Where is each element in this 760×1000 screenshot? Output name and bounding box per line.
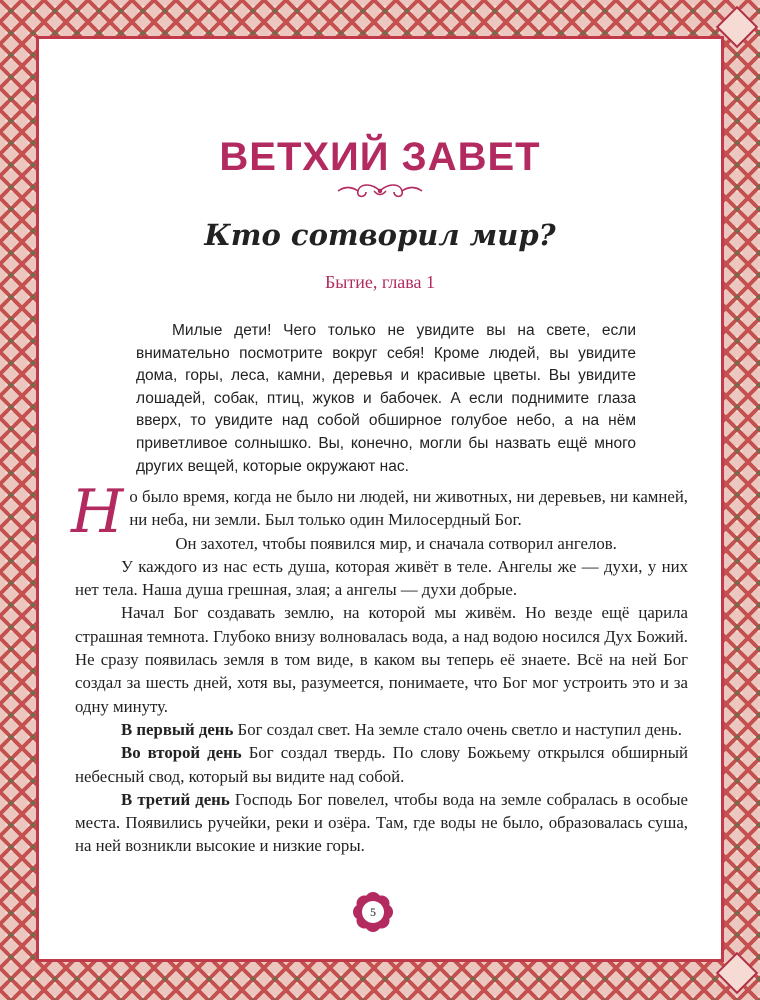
paragraph-day-3 [75, 788, 688, 858]
page-subtitle: Кто сотворил мир? [204, 218, 556, 252]
paragraph-3: У каждого из нас есть душа, которая живёт в теле. Ангелы же — духи, у них нет тела. Наша душа грешная, злая; а ангелы — духи добрые. [75, 556, 688, 600]
intro-block [136, 320, 636, 478]
paragraph-2: Он захотел, чтобы появился мир, и сначала сотворил ангелов. [175, 533, 617, 553]
day-2-text: Бог создал твердь. По слову Божьему открылся обширный небесный свод, который вы видите над собой. [75, 743, 689, 786]
intro-paragraph: Милые дети! Чего только не увидите вы на свете, если внимательно посмотрите вокруг себя! Кроме людей, вы увидите дома, горы, леса, камни, деревья и красивые цветы. Вы увидите лошадей, собак, птиц, жуков и бабочек. А если поднимите глаза вверх, то увидите над собой обширное голубое небо, а на нём приветливое солнышко. Вы, конечно, могли бы назвать ещё много других вещей, которые окружают нас. [136, 322, 636, 475]
page-number: 5 [370, 905, 376, 919]
day-1-text: Бог создал свет. На земле стало очень светло и наступил день. [233, 719, 682, 739]
page-title: ВЕТХИЙ ЗАВЕТ [219, 135, 541, 179]
paragraph-day-2 [75, 741, 688, 788]
drop-cap: Н [71, 477, 124, 547]
page-content [40, 40, 720, 958]
paragraph-4: Начал Бог создавать землю, на которой мы живём. Но везде ещё царила страшная темнота. Глубоко внизу волновалась вода, а над водою носился Дух Божий. Не сразу появилась земля в том виде, в каком вы теперь её знаете. Всё на ней Бог создал за шесть дней, хотя вы, разумеется, понимаете, что Бог мог устроить это и за одну минуту. [75, 603, 688, 716]
day-1-label: В первый день [121, 719, 234, 739]
flourish-ornament-icon [330, 180, 430, 202]
day-3-label: В третий день [121, 789, 230, 809]
day-3-text: Господь Бог повелел, чтобы вода на земле собралась в особые места. Появились ручейки, реки и озёра. Там, где воды не было, образовалась суша, на ней возникли высокие и низкие горы. [75, 789, 688, 856]
paragraph-1-text: о было время, когда не было ни людей, ни животных, ни деревьев, ни камней, ни неба, ни земли. Был только один Милосердный Бог. [129, 487, 688, 530]
main-text [71, 477, 689, 858]
day-2-label: Во второй день [121, 743, 242, 763]
paragraph-day-1 [75, 718, 688, 741]
chapter-reference: Бытие, глава 1 [324, 272, 436, 292]
